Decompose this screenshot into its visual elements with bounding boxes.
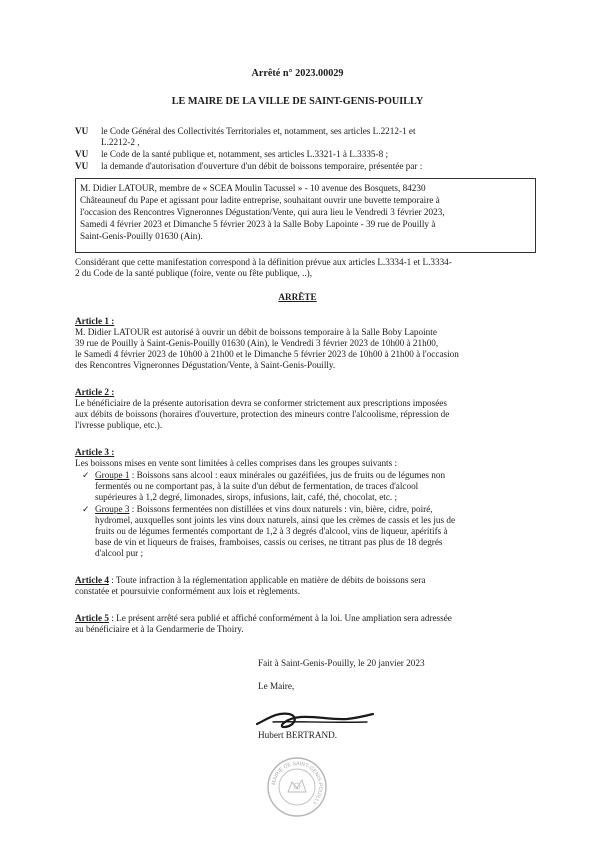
article-4-text: : Toute infraction à la réglementation applicable en matière de débits de boissons sera [108, 575, 426, 585]
mayor-title: LE MAIRE DE LA VILLE DE SAINT-GENIS-POUILLY [171, 96, 424, 107]
request-line: l'occasion des Rencontres Vigneronnes Dégustation/Vente, qui aura lieu le Vendredi 3 février 2023, [80, 207, 445, 217]
article-1-line: des Rencontres Vigneronnes Dégustation/Vente, à Saint-Genis-Pouilly. [75, 360, 336, 370]
article-1-line: M. Didier LATOUR est autorisé à ouvrir un débit de boissons temporaire à la Salle Boby Lapointe [75, 327, 437, 337]
article-4-first-line [75, 575, 426, 586]
request-line: Samedi 4 février 2023 et Dimanche 5 février 2023 à la Salle Boby Lapointe - 39 rue de Pouilly à [80, 219, 436, 229]
vu-label-2: VU [75, 149, 89, 159]
town-hall-seal [266, 756, 328, 818]
article-3-intro: Les boissons mises en vente sont limitées à celles comprises dans les groupes suivants : [75, 458, 398, 468]
place-date: Fait à Saint-Genis-Pouilly, le 20 janvier 2023 [258, 658, 425, 668]
vu-label-1: VU [75, 126, 89, 136]
vu-label-3: VU [75, 161, 89, 171]
request-line: Saint-Genis-Pouilly 01630 (Ain). [80, 231, 203, 241]
article-1-line: 39 rue de Pouilly à Saint-Genis-Pouilly 01630 (Ain), le Vendredi 3 février 2023 de 10h00 à 21h00, [75, 338, 439, 348]
group-1-name: Groupe 1 [95, 470, 130, 480]
considerant-line: 2 du Code de la santé publique (foire, vente ou fête publique, ..), [75, 268, 313, 278]
group-3-text: : Boissons fermentées non distillées et vins doux naturels : vin, bière, cidre, poiré, [129, 504, 433, 514]
article-5-label: Article 5 [75, 613, 109, 623]
vu-1-line-2: L.2212-2 , [101, 137, 140, 147]
vu-2-line-1: le Code de la santé publique et, notamment, ses articles L.3321-1 à L.3335-8 ; [101, 149, 389, 159]
group-3-line: base de vin et liqueurs de fraises, framboises, cassis ou cerises, ne titrant pas plus de 18 degrés [95, 537, 443, 547]
article-2-line: l'ivresse publique, etc.). [75, 420, 163, 430]
group-1-line: supérieures à 1,2 degré, limonades, sirops, infusions, lait, café, thé, chocolat, etc. ; [95, 492, 398, 502]
group-1-text: : Boissons sans alcool : eaux minérales ou gazéifiées, jus de fruits ou de légumes non [129, 470, 446, 480]
vu-1-line-1: le Code Général des Collectivités Territoriales et, notamment, ses articles L.2212-1 et [101, 126, 416, 136]
article-2-label: Article 2 : [75, 387, 115, 397]
group-3-first-line [95, 504, 433, 515]
mayor-name: Hubert BERTRAND. [258, 730, 338, 740]
arrete-number: Arrêté n° 2023.00029 [251, 68, 344, 79]
checkmark-icon: ✓ [82, 470, 90, 480]
article-4-label: Article 4 [75, 575, 109, 585]
article-2-line: aux débits de boissons (horaires d'ouverture, protection des mineurs contre l'alcoolisme, répression de [75, 409, 450, 419]
article-3-label: Article 3 : [75, 447, 115, 457]
article-1-label: Article 1 : [75, 316, 115, 326]
seal-text: MAIRIE DE SAINT-GENIS-POUILLY [271, 760, 324, 806]
vu-3-line-1: la demande d'autorisation d'ouverture d'un débit de boissons temporaire, présentée par : [101, 161, 423, 171]
checkmark-icon: ✓ [82, 504, 90, 514]
group-3-line: d'alcool pur ; [95, 548, 144, 558]
group-3-line: fruits ou de légumes fermentés comportant de 1,2 à 3 degrés d'alcool, vins de liqueur, apéritifs à [95, 526, 448, 536]
group-3-name: Groupe 3 [95, 504, 130, 514]
article-5-first-line [75, 613, 452, 624]
arrete-heading: ARRÊTE [278, 292, 317, 302]
mayor-role: Le Maire, [258, 681, 295, 691]
article-2-line: Le bénéficiaire de la présente autorisation devra se conformer strictement aux prescriptions imposées [75, 398, 447, 408]
request-line: Châteauneuf du Pape et agissant pour ladite entreprise, souhaitant ouvrir une buvette temporaire à [80, 195, 440, 205]
article-1-line: le Samedi 4 février 2023 de 10h00 à 21h00 et le Dimanche 5 février 2023 de 10h00 à 21h00 à l'occasion [75, 349, 459, 359]
group-3-line: hydromel, auxquelles sont joints les vins doux naturels, ainsi que les crèmes de cassis et les jus de [95, 515, 456, 525]
request-line: M. Didier LATOUR, membre de « SCEA Moulin Tacussel » - 10 avenue des Bosquets, 84230 [80, 183, 426, 193]
group-1-first-line [95, 470, 445, 481]
article-5-text: : Le présent arrêté sera publié et affiché conformément à la loi. Une ampliation sera adressée [108, 613, 452, 623]
group-1-line: fermentés ou ne comportant pas, à la suite d'un début de fermentation, de traces d'alcool [95, 481, 419, 491]
article-5-line: au bénéficiaire et à la Gendarmerie de Thoiry. [75, 624, 244, 634]
article-4-line: constatée et poursuivie conformément aux lois et règlements. [75, 586, 301, 596]
considerant-line: Considérant que cette manifestation correspond à la définition prévue aux articles L.3334-1 et L.3334- [75, 257, 452, 267]
